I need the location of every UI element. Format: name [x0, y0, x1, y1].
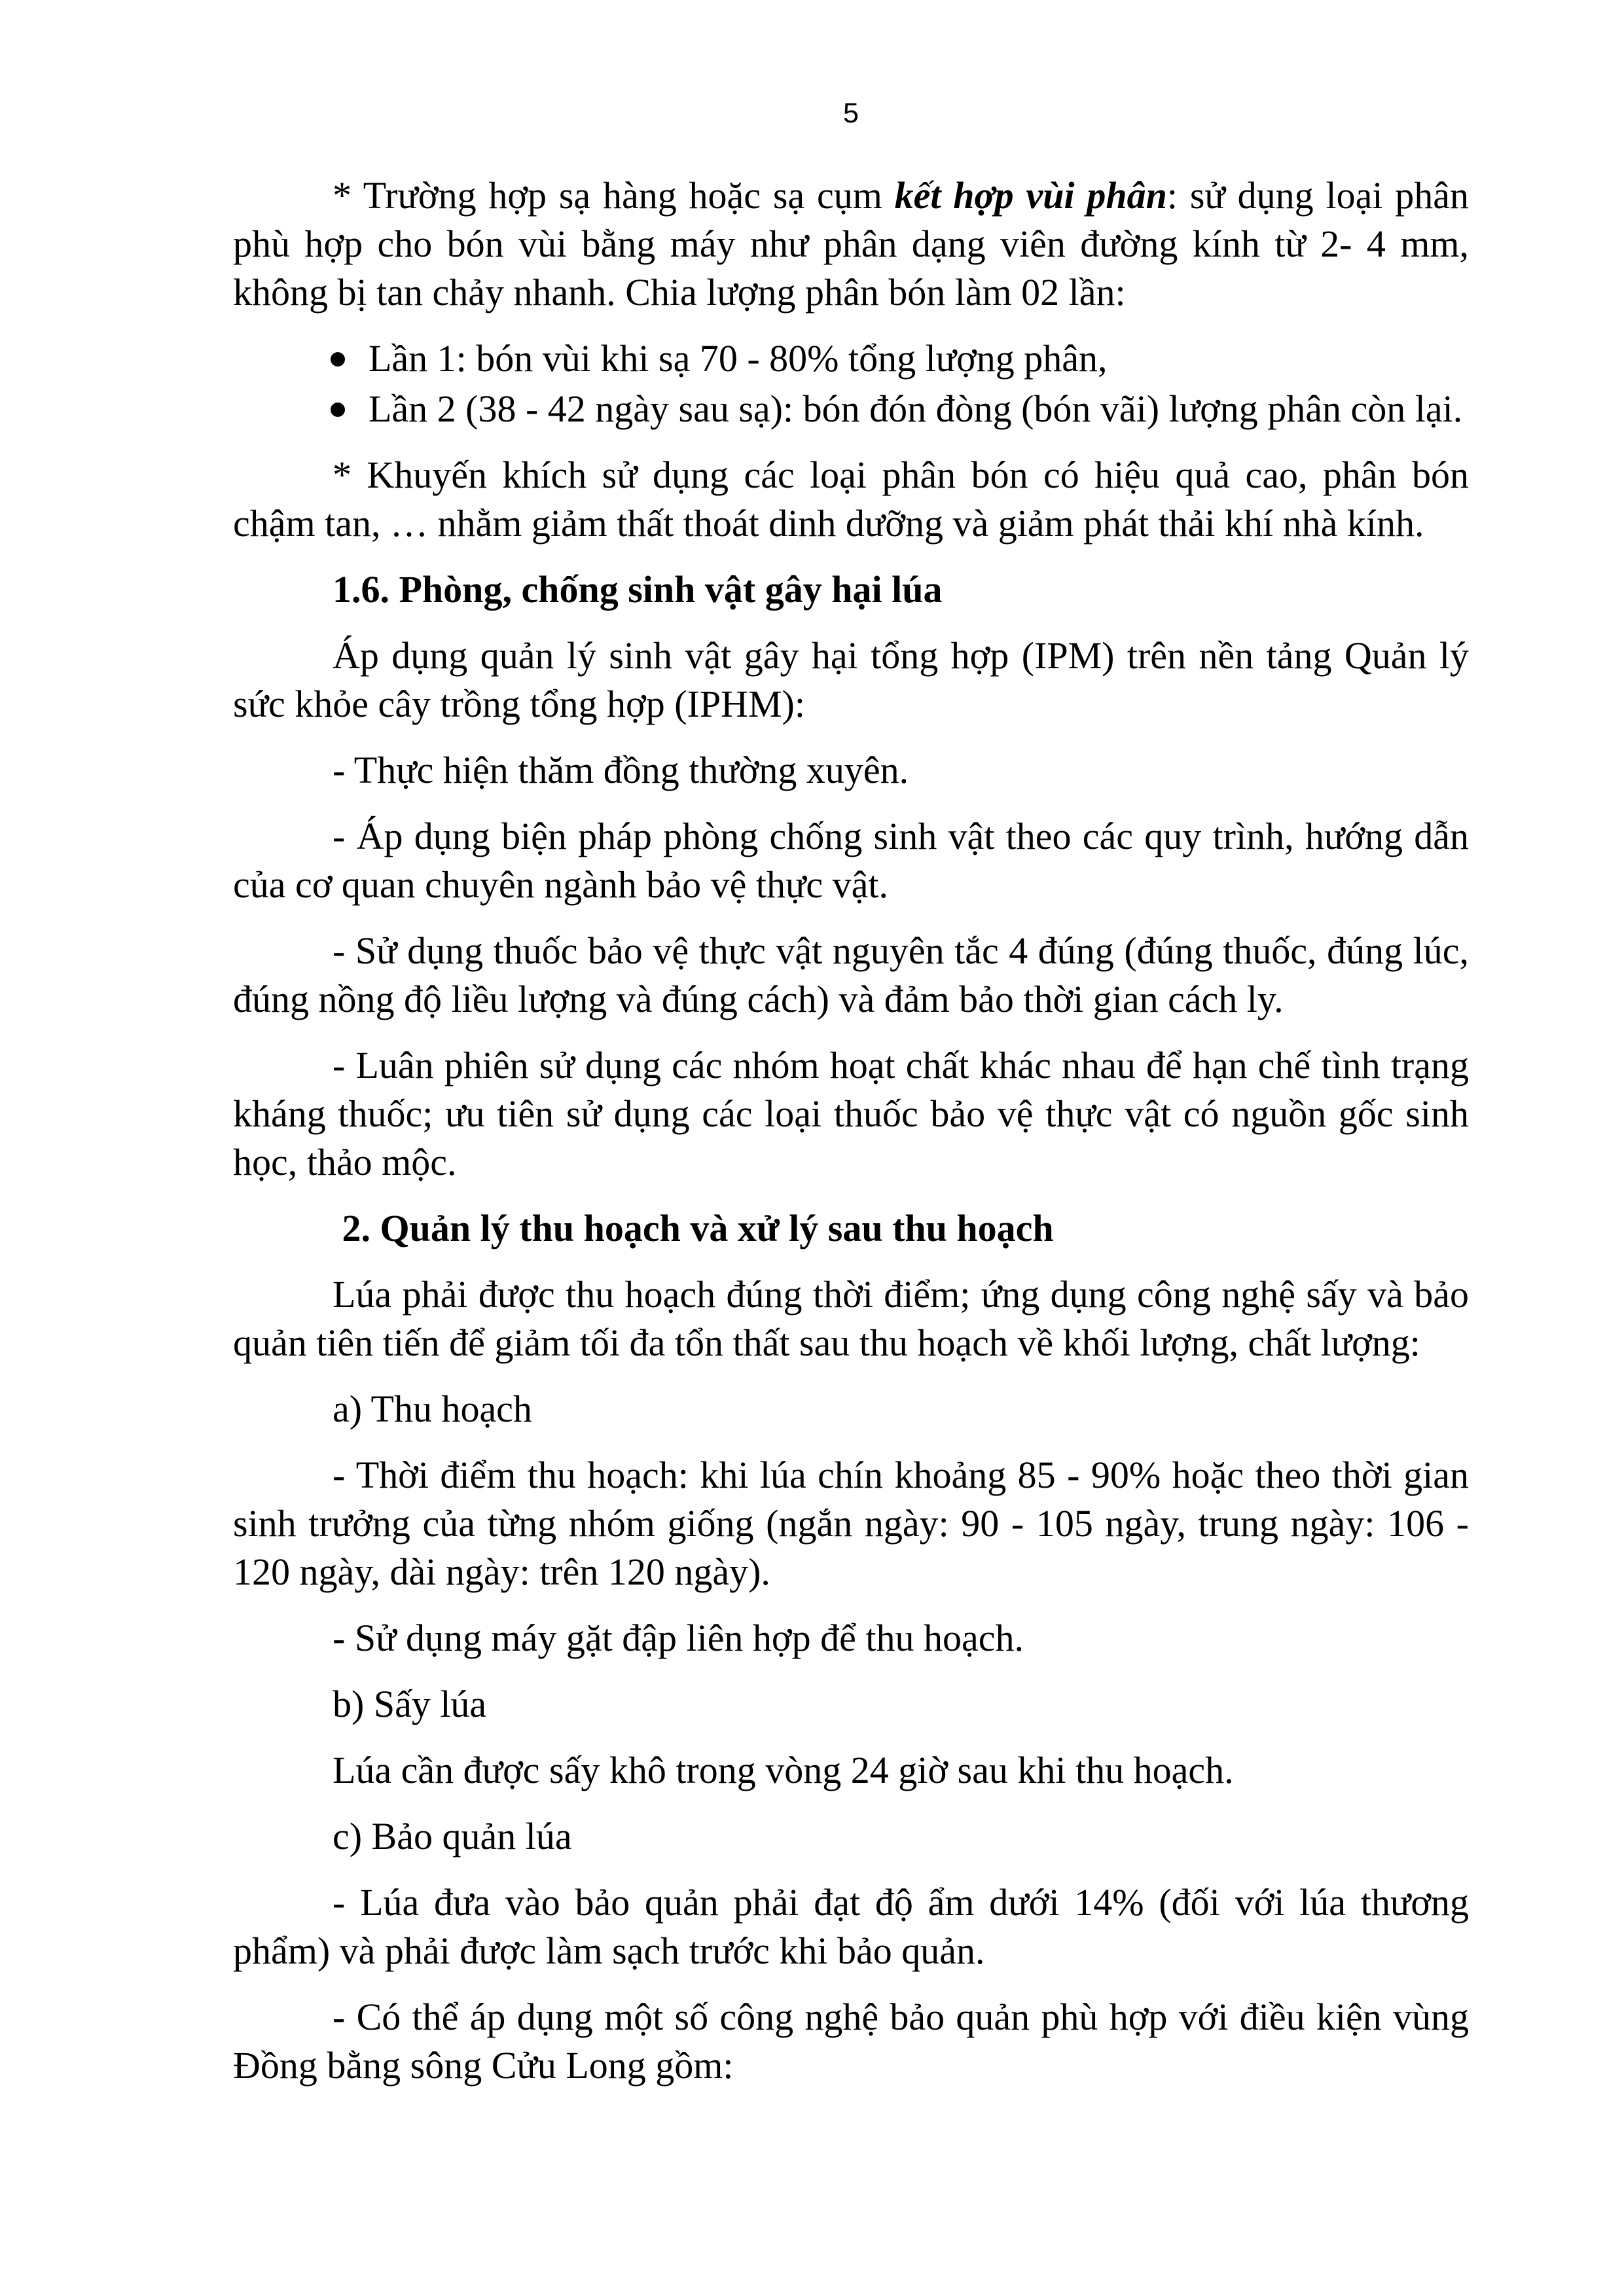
paragraph-text: : sử dụng loại phân phù hợp cho bón vùi bằng máy như phân dạng viên đường kính từ 2- 4 mm, không bị tan chảy nhanh. Chia lượng phân bón làm 02 lần:: [233, 174, 1469, 314]
list-item-text: Lần 2 (38 - 42 ngày sau sạ): bón đón đòng (bón vãi) lượng phân còn lại.: [369, 387, 1463, 430]
subheading-storage: c) Bảo quản lúa: [333, 1815, 572, 1857]
paragraph-combine-harvester: - Sử dụng máy gặt đập liên hợp để thu hoạch.: [333, 1617, 1024, 1659]
paragraph-pest-measures: - Áp dụng biện pháp phòng chống sinh vật theo các quy trình, hướng dẫn của cơ quan chuyên ngành bảo vệ thực vật.: [233, 815, 1469, 906]
list-item-text: Lần 1: bón vùi khi sạ 70 - 80% tổng lượng phân,: [369, 337, 1108, 380]
paragraph-fertilizer-combined: [233, 171, 1469, 317]
paragraph-encourage-fertilizer: * Khuyến khích sử dụng các loại phân bón có hiệu quả cao, phân bón chậm tan, … nhằm giảm thất thoát dinh dưỡng và giảm phát thải khí nhà kính.: [233, 454, 1469, 545]
paragraph-harvest-timing: - Thời điểm thu hoạch: khi lúa chín khoảng 85 - 90% hoặc theo thời gian sinh trưởng của từng nhóm giống (ngắn ngày: 90 - 105 ngày, trung ngày: 106 - 120 ngày, dài ngày: trên 120 ngày).: [233, 1454, 1469, 1593]
paragraph-field-visit: - Thực hiện thăm đồng thường xuyên.: [333, 749, 909, 791]
paragraph-storage-technology: - Có thể áp dụng một số công nghệ bảo quản phù hợp với điều kiện vùng Đồng bằng sông Cửu Long gồm:: [233, 1996, 1469, 2087]
fertilizer-split-list: [233, 334, 1469, 433]
list-item: [233, 334, 1469, 383]
subheading-drying: b) Sấy lúa: [333, 1683, 487, 1725]
page-number: 5: [843, 98, 859, 129]
section-heading-2: 2. Quản lý thu hoạch và xử lý sau thu hoạch: [333, 1207, 1054, 1249]
list-item: [233, 385, 1469, 433]
paragraph-four-rights: - Sử dụng thuốc bảo vệ thực vật nguyên tắc 4 đúng (đúng thuốc, đúng lúc, đúng nồng độ liều lượng và đúng cách) và đảm bảo thời gian cách ly.: [233, 929, 1469, 1020]
bullet-icon: [331, 352, 345, 367]
emphasis-text: kết hợp vùi phân: [894, 174, 1167, 217]
paragraph-harvest-intro: Lúa phải được thu hoạch đúng thời điểm; ứng dụng công nghệ sấy và bảo quản tiên tiến để giảm tối đa tổn thất sau thu hoạch về khối lượng, chất lượng:: [233, 1273, 1469, 1364]
paragraph-storage-moisture: - Lúa đưa vào bảo quản phải đạt độ ẩm dưới 14% (đối với lúa thương phẩm) và phải được làm sạch trước khi bảo quản.: [233, 1881, 1469, 1972]
document-body: [233, 171, 1469, 2090]
section-heading-1-6: 1.6. Phòng, chống sinh vật gây hại lúa: [333, 568, 943, 611]
bullet-icon: [331, 403, 345, 417]
paragraph-text: * Trường hợp sạ hàng hoặc sạ cụm: [333, 174, 895, 217]
paragraph-drying: Lúa cần được sấy khô trong vòng 24 giờ sau khi thu hoạch.: [333, 1749, 1234, 1791]
paragraph-ipm: Áp dụng quản lý sinh vật gây hại tổng hợp (IPM) trên nền tảng Quản lý sức khỏe cây trồng tổng hợp (IPHM):: [233, 634, 1469, 725]
subheading-harvest: a) Thu hoạch: [333, 1388, 532, 1430]
paragraph-rotate-chemicals: - Luân phiên sử dụng các nhóm hoạt chất khác nhau để hạn chế tình trạng kháng thuốc; ưu tiên sử dụng các loại thuốc bảo vệ thực vật có nguồn gốc sinh học, thảo mộc.: [233, 1044, 1469, 1183]
